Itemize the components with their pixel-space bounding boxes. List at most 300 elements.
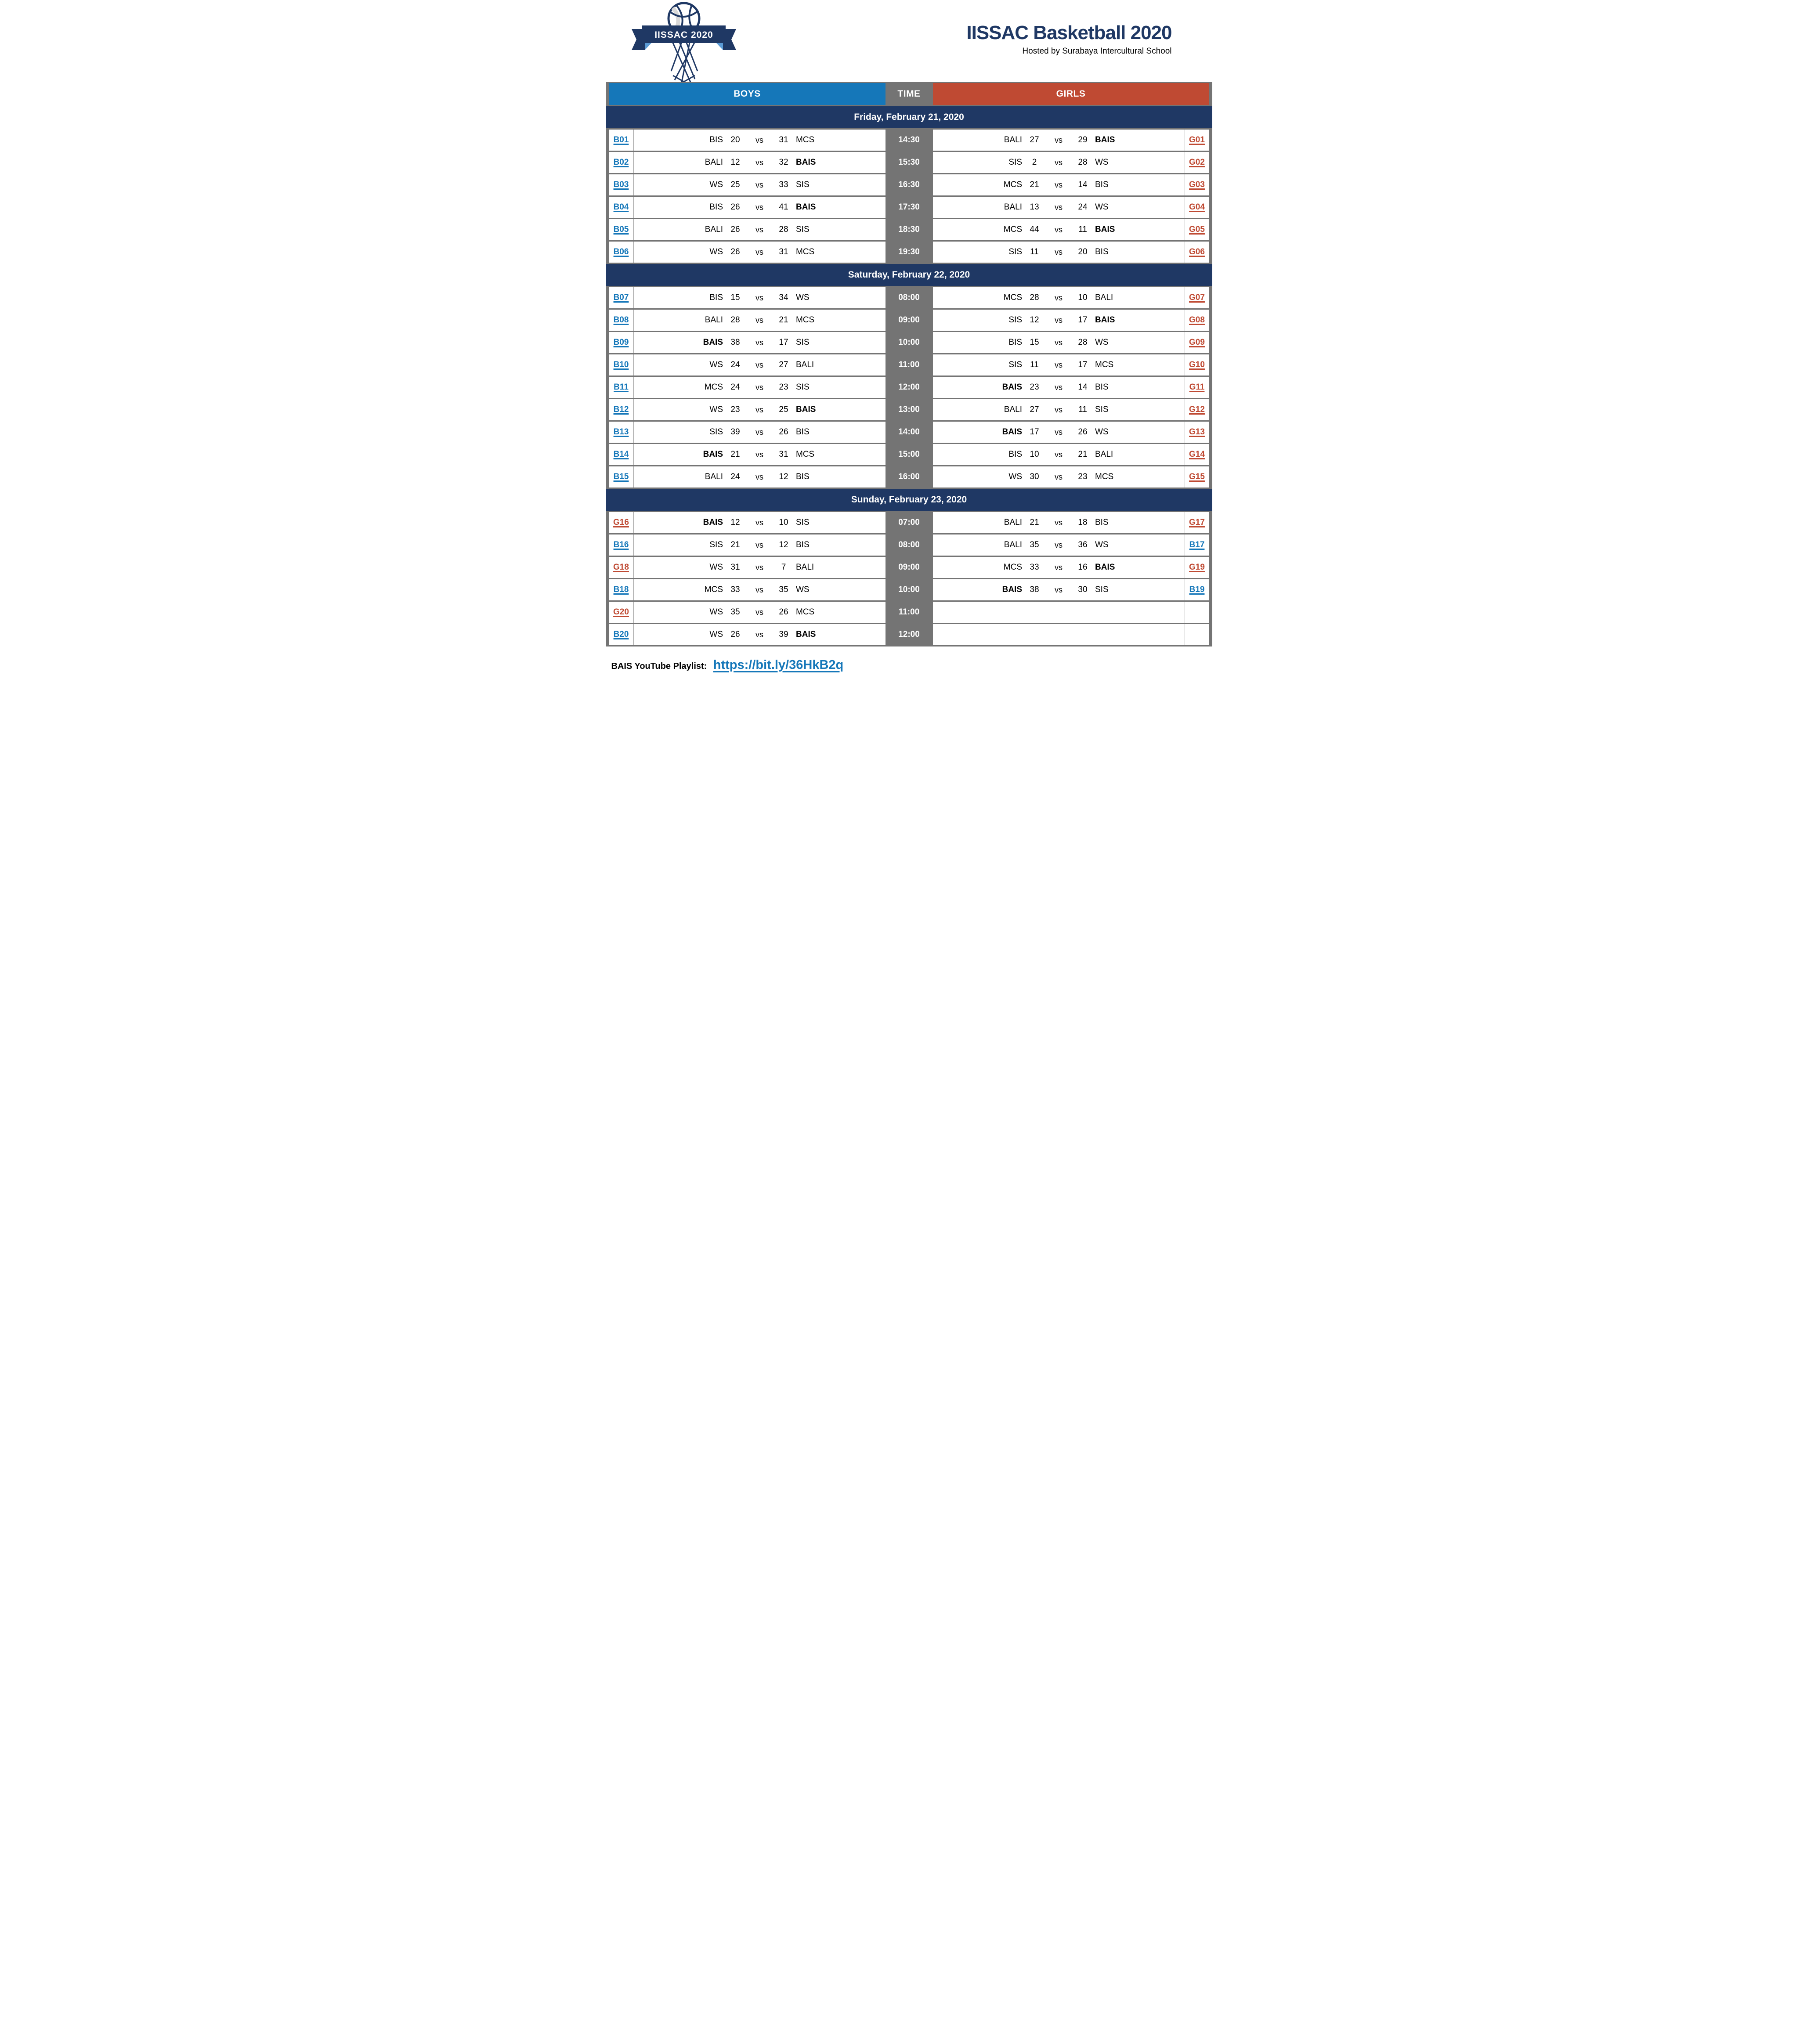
team1-name: BALI — [705, 158, 723, 167]
game-time: 17:30 — [898, 202, 920, 212]
right-game-id-cell — [1185, 579, 1209, 600]
left-game-id-cell — [609, 174, 634, 195]
team2-score: 18 — [1078, 518, 1088, 527]
day-header: Friday, February 21, 2020 — [606, 106, 1212, 128]
left-game-id-cell — [609, 534, 634, 556]
boys-game-cell — [634, 197, 886, 218]
team2-name: BIS — [796, 540, 810, 549]
vs-label: vs — [1055, 405, 1063, 414]
game-time: 09:00 — [898, 563, 920, 572]
banner-ribbon — [632, 25, 736, 50]
team2-score: 31 — [779, 135, 788, 144]
game-id-link[interactable]: B20 — [613, 630, 629, 639]
right-game-id-cell — [1185, 624, 1209, 645]
team1-name: BALI — [705, 472, 723, 481]
team2-name: MCS — [1095, 472, 1114, 481]
team1-name: BALI — [705, 225, 723, 234]
vs-label: vs — [1055, 563, 1063, 572]
game-id-link[interactable]: G18 — [613, 563, 629, 572]
game-time: 16:30 — [898, 180, 920, 189]
right-game-id-cell — [1185, 399, 1209, 420]
game-id-link[interactable]: B03 — [613, 180, 629, 189]
game-time: 11:00 — [898, 360, 920, 369]
team2-score: 27 — [779, 360, 788, 369]
game-time: 12:00 — [898, 630, 920, 639]
vs-label: vs — [755, 315, 763, 325]
boys-game-cell — [634, 624, 886, 645]
left-game-id-cell — [609, 219, 634, 240]
vs-label: vs — [1055, 427, 1063, 437]
game-id-link[interactable]: G09 — [1189, 338, 1205, 347]
right-game-id-cell — [1185, 377, 1209, 398]
right-game-id-cell — [1185, 534, 1209, 556]
team1-name: MCS — [1003, 225, 1022, 234]
game-time: 13:00 — [898, 405, 920, 414]
game-time: 14:30 — [898, 135, 920, 144]
team1-score: 35 — [730, 607, 740, 617]
team1-score: 27 — [1030, 135, 1039, 144]
team1-score: 39 — [730, 427, 740, 437]
team1-name: BAIS — [703, 450, 723, 459]
team2-name: BIS — [796, 427, 810, 437]
game-row — [609, 332, 1209, 353]
team1-name: WS — [709, 405, 723, 414]
boys-game-cell — [634, 557, 886, 578]
vs-label: vs — [1055, 585, 1063, 594]
right-game-id-cell — [1185, 354, 1209, 376]
right-game-id-cell — [1185, 466, 1209, 488]
team2-score: 28 — [1078, 338, 1088, 347]
team2-score: 21 — [1078, 450, 1088, 459]
game-id-link[interactable]: B19 — [1189, 585, 1205, 594]
team1-score: 10 — [1030, 450, 1039, 459]
column-header-row — [609, 83, 1209, 105]
vs-label: vs — [1055, 315, 1063, 325]
game-id-link[interactable]: G07 — [1189, 293, 1205, 302]
team1-score: 38 — [1030, 585, 1039, 594]
game-id-link[interactable]: G14 — [1189, 450, 1205, 459]
team2-name: BAIS — [796, 202, 816, 212]
vs-label: vs — [755, 518, 763, 527]
team2-name: BIS — [1095, 247, 1109, 256]
game-id-link[interactable]: G06 — [1189, 247, 1205, 256]
game-id-link[interactable]: G11 — [1189, 383, 1205, 392]
game-row — [609, 557, 1209, 578]
team1-score: 33 — [1030, 563, 1039, 572]
team2-score: 26 — [779, 607, 788, 617]
game-id-link[interactable]: G15 — [1189, 472, 1205, 481]
team2-name: WS — [796, 293, 810, 302]
left-game-id-cell — [609, 130, 634, 151]
game-id-link[interactable]: G16 — [613, 518, 629, 527]
left-game-id-cell — [609, 444, 634, 465]
team1-score: 31 — [730, 563, 740, 572]
boys-game-cell — [634, 602, 886, 623]
team2-name: BIS — [796, 472, 810, 481]
days-container — [606, 106, 1212, 645]
team2-score: 23 — [779, 383, 788, 392]
girls-game-cell — [933, 557, 1185, 578]
right-game-id-cell — [1185, 602, 1209, 623]
game-time: 09:00 — [898, 315, 920, 325]
team1-score: 23 — [730, 405, 740, 414]
boys-game-cell — [634, 444, 886, 465]
team1-name: MCS — [1003, 293, 1022, 302]
girls-game-cell — [933, 422, 1185, 443]
day-header: Sunday, February 23, 2020 — [606, 489, 1212, 511]
team1-score: 24 — [730, 383, 740, 392]
team1-name: BIS — [1008, 338, 1022, 347]
vs-label: vs — [755, 450, 763, 459]
left-game-id-cell — [609, 242, 634, 263]
team1-score: 27 — [1030, 405, 1039, 414]
team2-score: 20 — [1078, 247, 1088, 256]
game-id-link[interactable]: B07 — [613, 293, 629, 302]
page-footer — [611, 658, 1212, 686]
vs-label: vs — [755, 427, 763, 437]
vs-label: vs — [755, 247, 763, 256]
team2-name: BIS — [1095, 180, 1109, 189]
team2-score: 28 — [1078, 158, 1088, 167]
game-id-link[interactable]: B12 — [613, 405, 629, 414]
boys-game-cell — [634, 399, 886, 420]
team2-score: 35 — [779, 585, 788, 594]
time-column-header: TIME — [897, 89, 921, 99]
game-id-link[interactable]: G02 — [1189, 158, 1205, 167]
left-game-id-cell — [609, 377, 634, 398]
game-id-link[interactable]: G05 — [1189, 225, 1205, 234]
right-game-id-cell — [1185, 287, 1209, 308]
game-time: 15:30 — [898, 158, 920, 167]
team1-score: 21 — [1030, 180, 1039, 189]
team2-name: WS — [1095, 338, 1109, 347]
game-id-link[interactable]: B09 — [613, 338, 629, 347]
game-id-link[interactable]: G01 — [1189, 135, 1205, 144]
team2-score: 17 — [1078, 360, 1088, 369]
girls-game-cell — [933, 287, 1185, 308]
game-id-link[interactable]: G03 — [1189, 180, 1205, 189]
team1-name: BAIS — [1002, 383, 1022, 392]
left-game-id-cell — [609, 332, 634, 353]
team2-score: 28 — [779, 225, 788, 234]
vs-label: vs — [1055, 383, 1063, 392]
team2-score: 17 — [779, 338, 788, 347]
team1-score: 21 — [1030, 518, 1039, 527]
left-game-id-cell — [609, 310, 634, 331]
game-id-link[interactable]: G04 — [1189, 202, 1205, 212]
girls-game-cell — [933, 377, 1185, 398]
left-game-id-cell — [609, 354, 634, 376]
game-time: 07:00 — [898, 518, 920, 527]
right-game-id-cell — [1185, 557, 1209, 578]
right-game-id-cell — [1185, 310, 1209, 331]
team2-score: 23 — [1078, 472, 1088, 481]
girls-game-cell — [933, 310, 1185, 331]
team2-name: SIS — [796, 180, 810, 189]
team1-score: 12 — [730, 518, 740, 527]
team1-score: 24 — [730, 360, 740, 369]
vs-label: vs — [1055, 472, 1063, 481]
boys-game-cell — [634, 579, 886, 600]
game-id-link[interactable]: G20 — [613, 607, 629, 617]
game-id-link[interactable]: B13 — [613, 427, 629, 437]
vs-label: vs — [755, 405, 763, 414]
team1-name: MCS — [704, 383, 723, 392]
schedule-table — [606, 82, 1212, 646]
team1-name: BALI — [1004, 135, 1022, 144]
right-game-id-cell — [1185, 512, 1209, 533]
vs-label: vs — [1055, 180, 1063, 189]
team2-name: BAIS — [1095, 135, 1115, 144]
team2-score: 33 — [779, 180, 788, 189]
boys-game-cell — [634, 422, 886, 443]
vs-label: vs — [1055, 202, 1063, 212]
team2-name: WS — [1095, 158, 1109, 167]
boys-game-cell — [634, 466, 886, 488]
team2-score: 10 — [1078, 293, 1088, 302]
girls-game-cell — [933, 579, 1185, 600]
title-block — [966, 23, 1171, 56]
team1-name: BAIS — [1002, 585, 1022, 594]
right-game-id-cell — [1185, 444, 1209, 465]
team1-name: BALI — [1004, 202, 1022, 212]
team1-name: BALI — [1004, 405, 1022, 414]
team2-name: SIS — [796, 225, 810, 234]
team1-name: WS — [709, 563, 723, 572]
youtube-playlist-link[interactable]: https://bit.ly/36HkB2q — [713, 658, 844, 672]
team2-score: 11 — [1078, 405, 1087, 414]
team1-name: WS — [709, 630, 723, 639]
team2-score: 25 — [779, 405, 788, 414]
page-header — [606, 0, 1212, 82]
team1-score: 26 — [730, 630, 740, 639]
team2-score: 16 — [1078, 563, 1088, 572]
boys-game-cell — [634, 219, 886, 240]
vs-label: vs — [755, 135, 763, 144]
team2-name: BALI — [796, 360, 814, 369]
girls-game-cell — [933, 466, 1185, 488]
game-id-link[interactable]: G13 — [1189, 427, 1205, 437]
team1-score: 30 — [1030, 472, 1039, 481]
game-row — [609, 197, 1209, 218]
game-row — [609, 377, 1209, 398]
vs-label: vs — [755, 225, 763, 234]
team1-score: 11 — [1030, 247, 1039, 256]
left-game-id-cell — [609, 152, 634, 173]
team1-score: 21 — [730, 540, 740, 549]
day-games — [606, 130, 1212, 263]
team1-score: 12 — [730, 158, 740, 167]
team1-score: 35 — [1030, 540, 1039, 549]
team1-name: WS — [709, 360, 723, 369]
team2-score: 31 — [779, 450, 788, 459]
page-title: IISSAC Basketball 2020 — [966, 22, 1172, 43]
team2-score: 26 — [779, 427, 788, 437]
game-id-link[interactable]: B08 — [613, 315, 629, 325]
team2-score: 26 — [1078, 427, 1088, 437]
team2-score: 36 — [1078, 540, 1088, 549]
team1-name: BALI — [1004, 518, 1022, 527]
team2-name: BIS — [1095, 518, 1109, 527]
team1-score: 20 — [730, 135, 740, 144]
page — [606, 0, 1212, 686]
team2-name: MCS — [1095, 360, 1114, 369]
team1-name: SIS — [1008, 247, 1022, 256]
game-id-link[interactable]: G17 — [1189, 518, 1205, 527]
boys-game-cell — [634, 152, 886, 173]
team2-name: BAIS — [796, 405, 816, 414]
game-id-link[interactable]: B15 — [613, 472, 629, 481]
vs-label: vs — [1055, 158, 1063, 167]
game-id-link[interactable]: B14 — [613, 450, 629, 459]
right-game-id-cell — [1185, 219, 1209, 240]
team1-score: 13 — [1030, 202, 1039, 212]
team1-score: 21 — [730, 450, 740, 459]
game-row — [609, 219, 1209, 240]
girls-game-cell — [933, 602, 1185, 623]
team1-score: 24 — [730, 472, 740, 481]
youtube-playlist-label: BAIS YouTube Playlist: — [611, 661, 707, 671]
day-games — [606, 287, 1212, 488]
day-section — [606, 489, 1212, 645]
game-row — [609, 310, 1209, 331]
team1-name: WS — [709, 247, 723, 256]
team1-name: BAIS — [703, 338, 723, 347]
game-id-link[interactable]: G10 — [1189, 360, 1205, 369]
game-row — [609, 242, 1209, 263]
team1-name: SIS — [1008, 158, 1022, 167]
game-id-link[interactable]: B06 — [613, 247, 629, 256]
team1-score: 28 — [1030, 293, 1039, 302]
girls-game-cell — [933, 534, 1185, 556]
team1-score: 26 — [730, 202, 740, 212]
team2-score: 32 — [779, 158, 788, 167]
game-id-link[interactable]: B11 — [614, 383, 629, 392]
team1-name: BAIS — [1002, 427, 1022, 437]
left-game-id-cell — [609, 512, 634, 533]
boys-game-cell — [634, 242, 886, 263]
team2-name: BALI — [1095, 293, 1113, 302]
game-time: 08:00 — [898, 540, 920, 549]
team1-score: 17 — [1030, 427, 1039, 437]
girls-game-cell — [933, 332, 1185, 353]
boys-game-cell — [634, 512, 886, 533]
girls-game-cell — [933, 399, 1185, 420]
game-id-link[interactable]: G12 — [1189, 405, 1205, 414]
game-time: 18:30 — [898, 225, 920, 234]
game-id-link[interactable]: B18 — [613, 585, 629, 594]
vs-label: vs — [755, 202, 763, 212]
team2-score: 12 — [779, 472, 788, 481]
game-id-link[interactable]: G19 — [1189, 563, 1205, 572]
team2-score: 12 — [779, 540, 788, 549]
vs-label: vs — [1055, 540, 1063, 549]
team2-score: 17 — [1078, 315, 1088, 325]
game-row — [609, 354, 1209, 376]
team2-name: MCS — [796, 135, 815, 144]
vs-label: vs — [1055, 247, 1063, 256]
game-id-link[interactable]: B10 — [613, 360, 629, 369]
game-row — [609, 444, 1209, 465]
day-section — [606, 264, 1212, 488]
team2-name: SIS — [796, 518, 810, 527]
team2-name: SIS — [796, 383, 810, 392]
team1-score: 15 — [1030, 338, 1039, 347]
game-id-link[interactable]: B05 — [613, 225, 629, 234]
vs-label: vs — [755, 540, 763, 549]
left-game-id-cell — [609, 557, 634, 578]
game-row — [609, 579, 1209, 600]
team2-score: 7 — [781, 563, 786, 572]
right-game-id-cell — [1185, 242, 1209, 263]
right-game-id-cell — [1185, 197, 1209, 218]
game-row — [609, 602, 1209, 623]
game-row — [609, 174, 1209, 195]
vs-label: vs — [755, 585, 763, 594]
girls-game-cell — [933, 444, 1185, 465]
team1-score: 12 — [1030, 315, 1039, 325]
left-game-id-cell — [609, 602, 634, 623]
left-game-id-cell — [609, 422, 634, 443]
team1-name: MCS — [1003, 180, 1022, 189]
game-time: 08:00 — [898, 293, 920, 302]
game-id-link[interactable]: B17 — [1189, 540, 1205, 549]
team1-name: SIS — [709, 427, 723, 437]
team1-name: BIS — [709, 135, 723, 144]
team2-score: 21 — [779, 315, 788, 325]
team2-name: BIS — [1095, 383, 1109, 392]
girls-game-cell — [933, 130, 1185, 151]
team1-name: BIS — [709, 293, 723, 302]
girls-game-cell — [933, 512, 1185, 533]
team2-name: MCS — [796, 607, 815, 617]
right-game-id-cell — [1185, 174, 1209, 195]
boys-game-cell — [634, 310, 886, 331]
game-row — [609, 399, 1209, 420]
team1-score: 25 — [730, 180, 740, 189]
game-row — [609, 466, 1209, 488]
game-row — [609, 422, 1209, 443]
team2-name: BAIS — [796, 630, 816, 639]
day-section — [606, 106, 1212, 263]
boys-game-cell — [634, 354, 886, 376]
page-subtitle: Hosted by Surabaya Intercultural School — [1022, 47, 1172, 56]
game-id-link[interactable]: G08 — [1189, 315, 1205, 325]
vs-label: vs — [1055, 360, 1063, 369]
game-id-link[interactable]: B02 — [613, 158, 629, 167]
team1-name: SIS — [1008, 360, 1022, 369]
tournament-logo — [629, 1, 739, 82]
right-game-id-cell — [1185, 152, 1209, 173]
game-time: 10:00 — [898, 338, 920, 347]
vs-label: vs — [1055, 450, 1063, 459]
left-game-id-cell — [609, 197, 634, 218]
boys-game-cell — [634, 377, 886, 398]
game-id-link[interactable]: B04 — [613, 202, 629, 212]
team2-score: 29 — [1078, 135, 1088, 144]
team2-score: 10 — [779, 518, 788, 527]
left-game-id-cell — [609, 287, 634, 308]
team2-score: 39 — [779, 630, 788, 639]
vs-label: vs — [755, 630, 763, 639]
vs-label: vs — [1055, 135, 1063, 144]
team2-name: BALI — [1095, 450, 1113, 459]
game-id-link[interactable]: B16 — [613, 540, 629, 549]
team2-score: 11 — [1078, 225, 1087, 234]
game-id-link[interactable]: B01 — [613, 135, 629, 144]
game-row — [609, 152, 1209, 173]
game-time: 15:00 — [898, 450, 920, 459]
